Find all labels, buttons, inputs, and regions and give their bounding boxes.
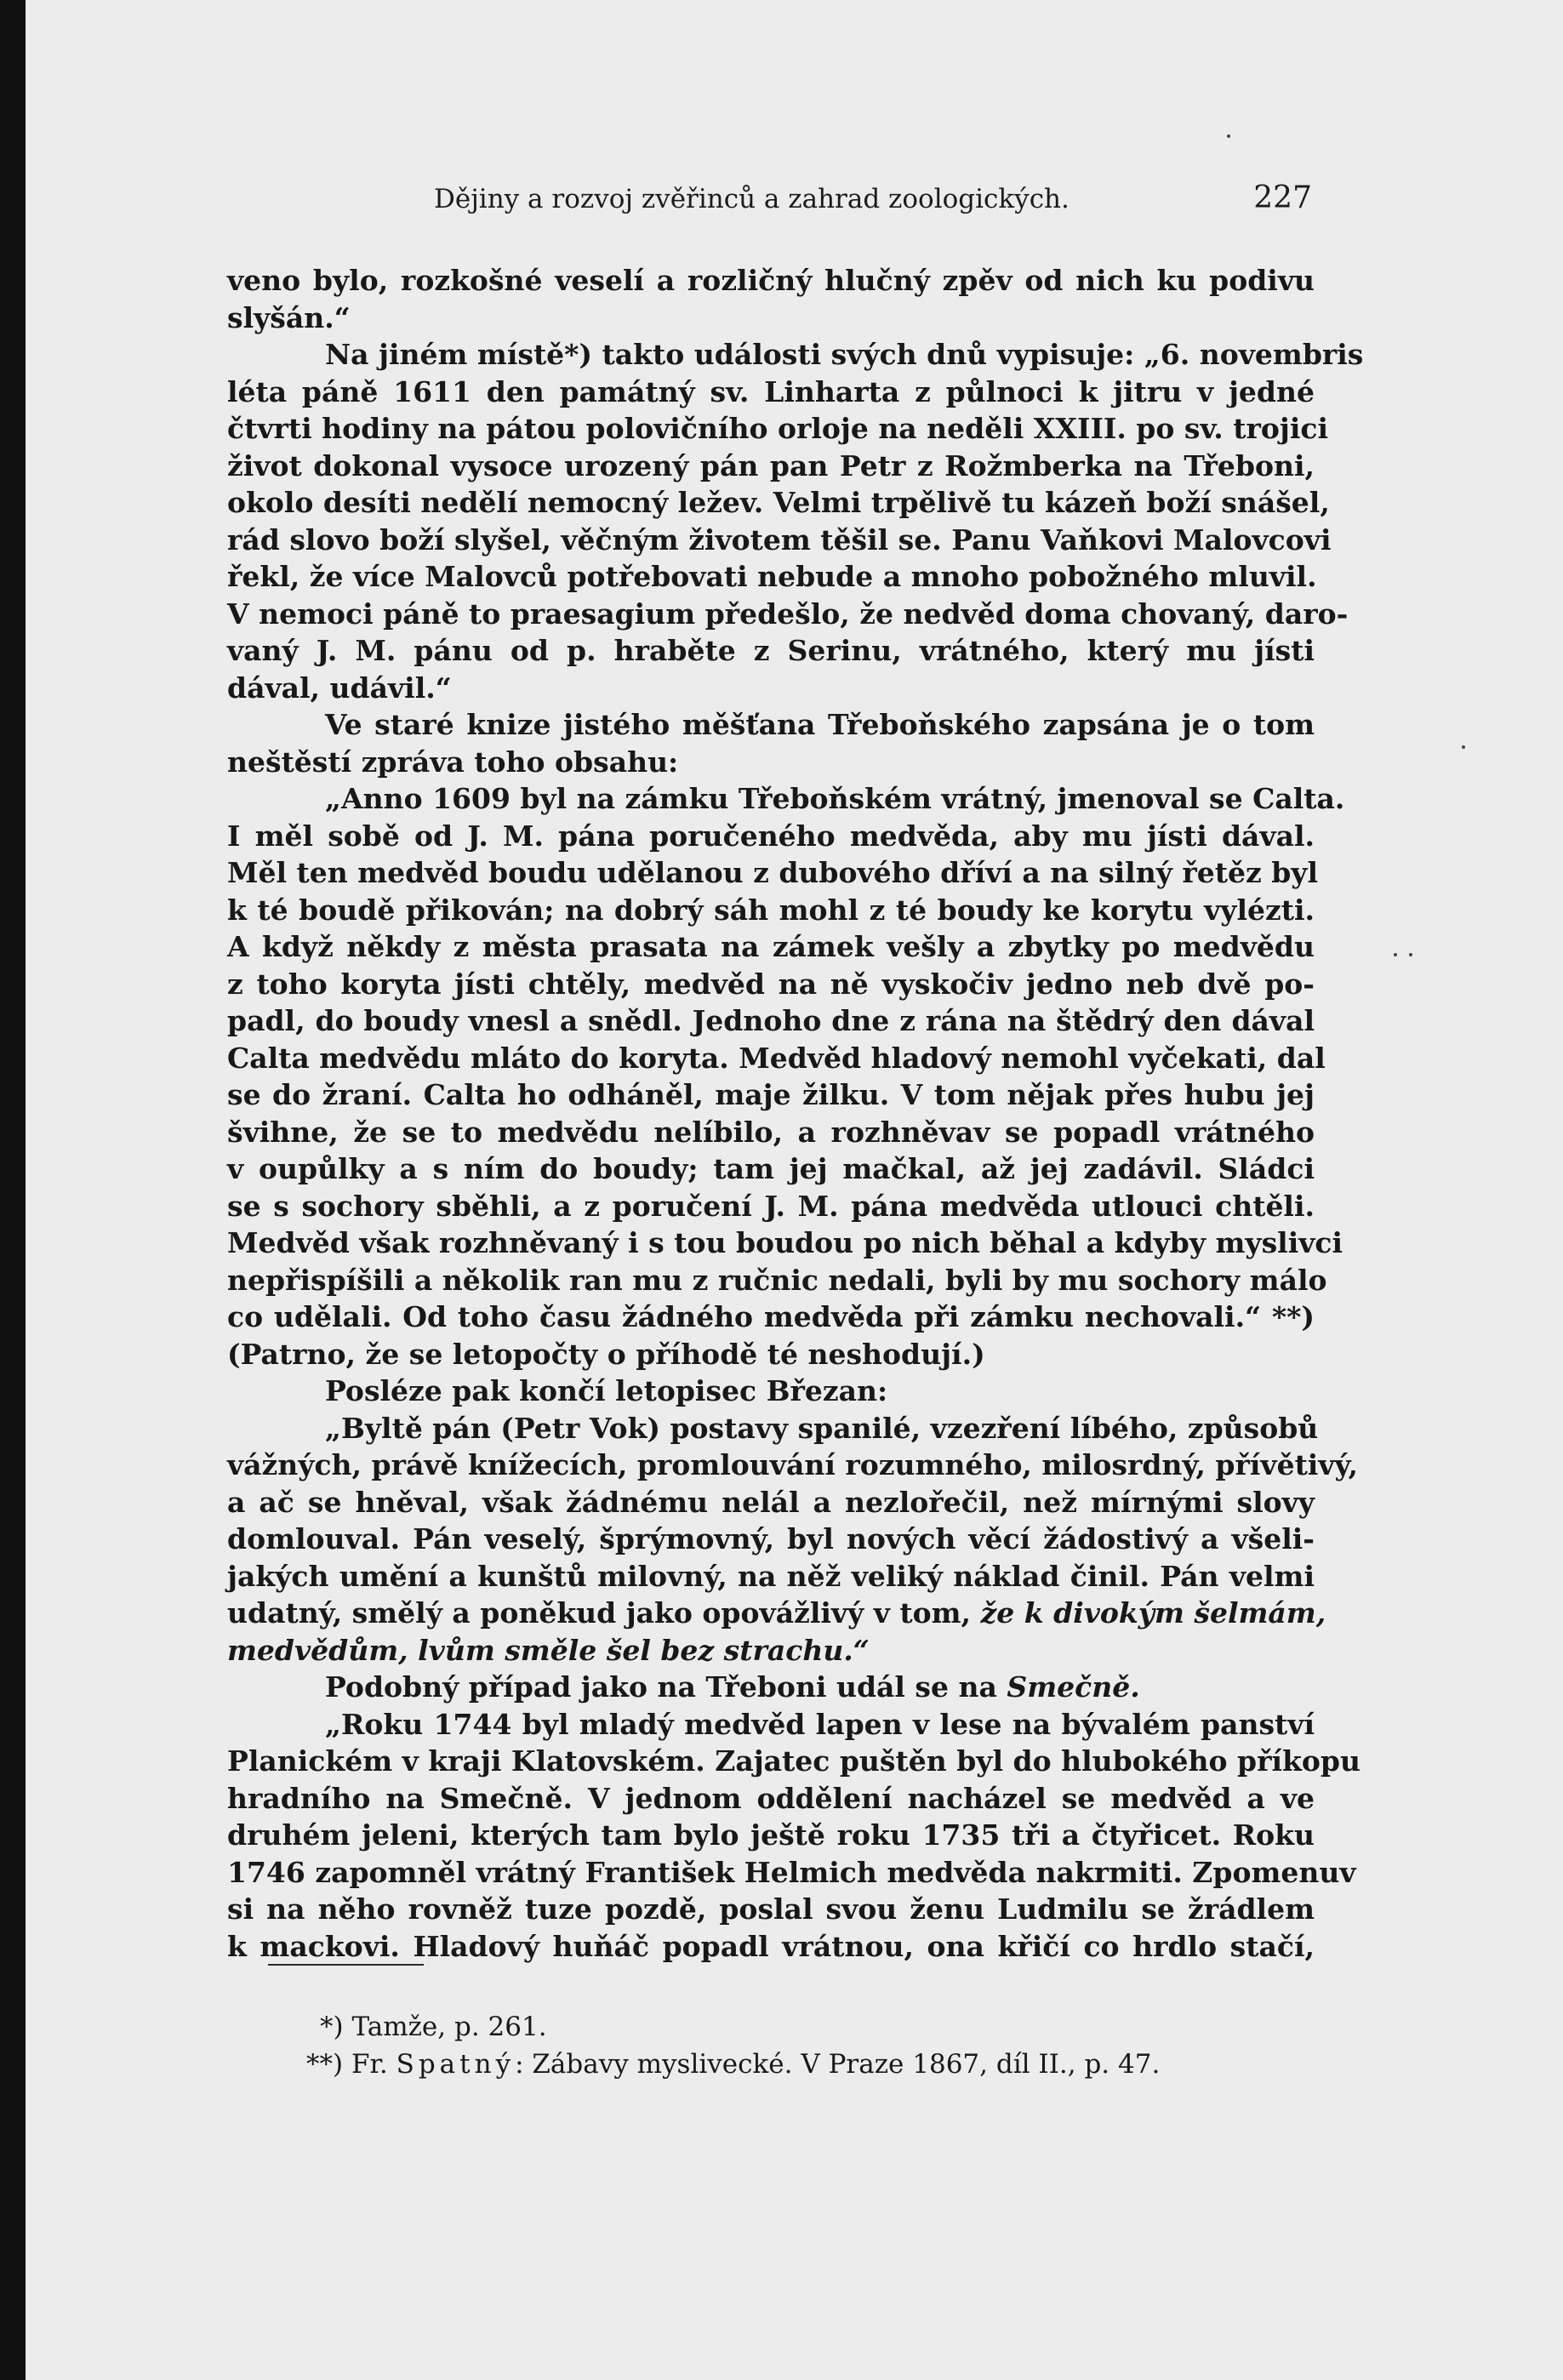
text-line: Na jiném místě*) takto události svých dnů vypisuje: „6. novembris — [325, 338, 1364, 371]
text-line: dával, udávil.“ — [227, 671, 452, 705]
text-line: si na něho rovněž tuze pozdě, poslal svou ženu Ludmilu se žrádlem — [227, 1892, 1315, 1926]
text-line: život dokonal vysoce urozený pán pan Petr z Rožmberka na Třeboni, — [227, 448, 1315, 482]
text-run: udatný, smělý a poněkud jako opovážlivý v tom, — [227, 1596, 981, 1629]
text-line: vážných, právě knížecích, promlouvání rozumného, milosrdný, přívětivý, — [227, 1448, 1359, 1481]
paper-speck — [1462, 745, 1465, 749]
footnotes — [306, 2008, 1327, 2083]
paper-speck — [1394, 953, 1397, 956]
text-line: řekl, že více Malovců potřebovati nebude a mnoho pobožného mluvil. — [227, 560, 1317, 593]
text-line: Měl ten medvěd boudu udělanou z dubového dříví a na silný řetěz byl — [227, 856, 1319, 889]
text-line: Posléze pak končí letopisec Březan: — [325, 1374, 888, 1407]
text-line: vaný J. M. pánu od p. hraběte z Serinu, vrátného, který mu jísti — [227, 634, 1315, 667]
text-run: Podobný případ jako na Třeboni udál se na — [325, 1670, 1007, 1704]
text-line: Planickém v kraji Klatovském. Zajatec puštěn byl do hlubokého příkopu — [227, 1744, 1360, 1778]
text-line: A když někdy z města prasata na zámek vešly a zbytky po medvědu — [227, 930, 1315, 963]
text-line-with-italic — [227, 1595, 1326, 1632]
text-line: „Anno 1609 byl na zámku Třeboňském vrátný, jmenoval se Calta. — [325, 782, 1345, 815]
text-line: z toho koryta jísti chtěly, medvěd na ně vyskočiv jedno neb dvě po- — [227, 967, 1315, 1001]
italic-run: že k divokým šelmám, — [980, 1596, 1326, 1629]
text-line: v oupůlky a s ním do boudy; tam jej mačkal, až jej zadávil. Sládci — [227, 1152, 1315, 1185]
book-page — [26, 0, 1563, 2380]
text-line: veno bylo, rozkošné veselí a rozličný hlučný zpěv od nich ku podivu — [227, 264, 1315, 297]
text-line: I měl sobě od J. M. pána poručeného medvěda, aby mu jísti dával. — [227, 819, 1315, 853]
text-line: okolo desíti nedělí nemocný ležev. Velmi trpělivě tu kázeň boží snášel, — [227, 486, 1330, 519]
body-text — [227, 262, 1364, 1965]
footnote-2 — [306, 2046, 1327, 2083]
footnote-1: *) Tamže, p. 261. — [320, 2012, 547, 2042]
text-line: Medvěd však rozhněvaný i s tou boudou po nich běhal a kdyby myslivci — [227, 1226, 1343, 1259]
text-line: V nemoci páně to praesagium předešlo, že nedvěd doma chovaný, daro- — [227, 596, 1349, 631]
footnote-rule — [268, 1964, 424, 1966]
text-line: se do žraní. Calta ho odháněl, maje žilku. V tom nějak přes hubu jej — [227, 1078, 1315, 1111]
text-line: co udělali. Od toho času žádného medvěda při zámku nechovali.“ **) — [227, 1300, 1315, 1333]
page-number: 227 — [1253, 180, 1312, 215]
text-line: a ač se hněval, však žádnému nelál a nezlořečil, než mírnými slovy — [227, 1485, 1315, 1519]
text-line: „Byltě pán (Petr Vok) postavy spanilé, vzezření líbého, způsobů — [325, 1411, 1319, 1445]
text-line: k té boudě přikován; na dobrý sáh mohl z té boudy ke korytu vylézti. — [227, 893, 1315, 927]
text-line: domlouval. Pán veselý, šprýmovný, byl nových věcí žádostivý a všeli- — [227, 1522, 1315, 1555]
text-line: nepřispíšili a několik ran mu z ručnic nedali, byli by mu sochory málo — [227, 1263, 1327, 1297]
text-line: léta páně 1611 den památný sv. Linharta z půlnoci k jitru v jedné — [227, 374, 1315, 408]
text-line: 1746 zapomněl vrátný František Helmich medvěda nakrmiti. Zpomenuv — [227, 1855, 1356, 1889]
paper-speck — [1409, 953, 1412, 956]
running-header — [434, 177, 1312, 225]
text-line: rád slovo boží slyšel, věčným životem těšil se. Panu Vaňkovi Malovcovi — [227, 522, 1332, 556]
text-line: jakých umění a kunštů milovný, na něž veliký náklad činil. Pán velmi — [227, 1559, 1315, 1593]
text-line: padl, do boudy vnesl a snědl. Jednoho dne z rána na štědrý den dával — [227, 1004, 1315, 1037]
text-line: Ve staré knize jistého měšťana Třeboňského zapsána je o tom — [325, 708, 1315, 741]
italic-run: Smečně. — [1007, 1670, 1140, 1704]
text-line: k mackovi. Hladový huňáč popadl vrátnou, ona křičí co hrdlo stačí, — [227, 1929, 1315, 1963]
text-line: slyšán.“ — [227, 300, 351, 334]
italic-run: medvědům, lvům směle šel bez strachu.“ — [227, 1633, 870, 1667]
text-line: se s sochory sběhli, a z poručení J. M. pána medvěda utlouci chtěli. — [227, 1189, 1315, 1223]
text-line: neštěstí zpráva toho obsahu: — [227, 745, 679, 779]
text-line: švihne, že se to medvědu nelíbilo, a rozhněvav se popadl vrátného — [227, 1115, 1315, 1149]
paper-speck — [1227, 134, 1230, 138]
footnote-mark: **) Fr. — [306, 2049, 396, 2080]
text-line-italic — [227, 1632, 1315, 1669]
text-line: čtvrti hodiny na pátou polovičního orloje na neděli XXIII. po sv. trojici — [227, 412, 1329, 445]
text-line: Calta medvědu mláto do koryta. Medvěd hladový nemohl vyčekati, dal — [227, 1041, 1326, 1075]
footnote-author: Spatný — [396, 2049, 516, 2080]
text-line: hradního na Smečně. V jednom oddělení nacházel se medvěd a ve — [227, 1781, 1315, 1815]
footnote-text: : Zábavy myslivecké. V Praze 1867, díl II., p. 47. — [515, 2049, 1161, 2080]
text-line-with-italic — [227, 1669, 1315, 1706]
text-line: (Patrno, že se letopočty o příhodě té neshodují.) — [227, 1337, 985, 1371]
text-line: druhém jeleni, kterých tam bylo ještě roku 1735 tři a čtyřicet. Roku — [227, 1818, 1315, 1852]
text-line: „Roku 1744 byl mladý medvěd lapen v lese na bývalém panství — [325, 1707, 1315, 1741]
running-title: Dějiny a rozvoj zvěřinců a zahrad zoologických. — [434, 184, 1070, 214]
